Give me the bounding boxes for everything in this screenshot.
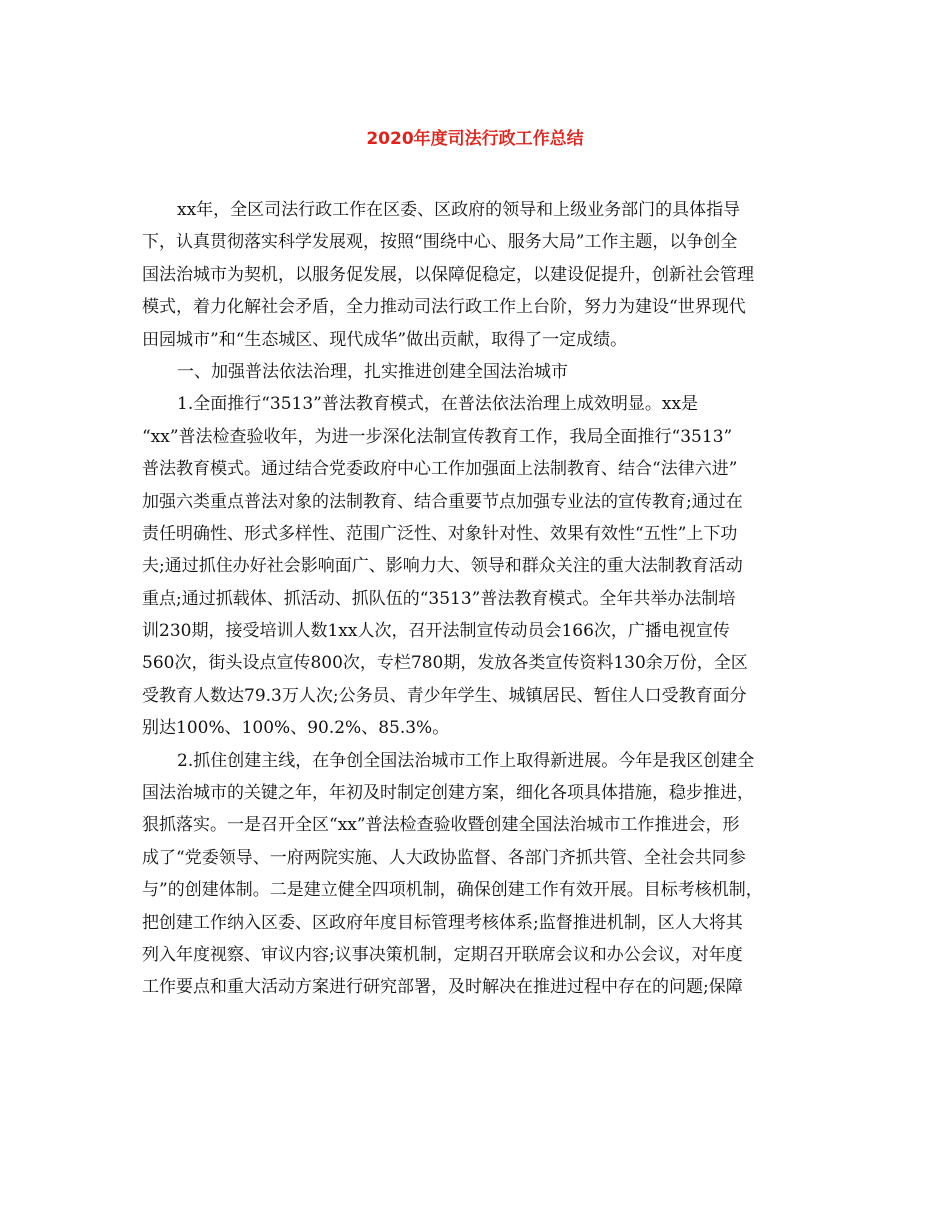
paragraph-line: 1.全面推行“3513”普法教育模式，在普法依法治理上成效明显。xx是 bbox=[177, 394, 699, 415]
paragraph-line: 把创建工作纳入区委、区政府年度目标管理考核体系;监督推进机制，区人大将其 bbox=[142, 912, 743, 933]
section-heading: 一、加强普法依法治理，扎实推进创建全国法治城市 bbox=[177, 361, 568, 382]
paragraph-line: 重点;通过抓载体、抓活动、抓队伍的“3513”普法教育模式。全年共举办法制培 bbox=[142, 588, 736, 609]
paragraph-line: 加强六类重点普法对象的法制教育、结合重要节点加强专业法的宣传教育;通过在 bbox=[142, 491, 743, 512]
paragraph-line: 国法治城市的关键之年，年初及时制定创建方案，细化各项具体措施，稳步推进， bbox=[142, 783, 754, 804]
paragraph-line: “xx”普法检查验收年，为进一步深化法制宣传教育工作，我局全面推行“3513” bbox=[142, 426, 733, 447]
paragraph-line: 560次，街头设点宣传800次，专栏780期，发放各类宣传资料130余万份，全区 bbox=[142, 653, 748, 674]
paragraph-line: 模式，着力化解社会矛盾，全力推动司法行政工作上台阶，努力为建设“世界现代 bbox=[142, 297, 746, 318]
paragraph-line: 夫;通过抓住办好社会影响面广、影响力大、领导和群众关注的重大法制教育活动 bbox=[142, 556, 743, 577]
paragraph-line: 普法教育模式。通过结合党委政府中心工作加强面上法制教育、结合“法律六进” bbox=[142, 459, 738, 480]
paragraph-line: 2.抓住创建主线，在争创全国法治城市工作上取得新进展。今年是我区创建全 bbox=[177, 750, 755, 771]
paragraph-line: 工作要点和重大活动方案进行研究部署，及时解决在推进过程中存在的问题;保障 bbox=[142, 977, 743, 998]
paragraph-line: xx年，全区司法行政工作在区委、区政府的领导和上级业务部门的具体指导 bbox=[177, 200, 741, 220]
paragraph-line: 与”的创建体制。二是建立健全四项机制，确保创建工作有效开展。目标考核机制， bbox=[142, 880, 763, 901]
paragraph-line: 受教育人数达79.3万人次;公务员、青少年学生、城镇居民、暂住人口受教育面分 bbox=[142, 685, 747, 706]
paragraph-line: 责任明确性、形式多样性、范围广泛性、对象针对性、效果有效性“五性”上下功 bbox=[142, 523, 738, 544]
paragraph-line: 狠抓落实。一是召开全区“xx”普法检查验收暨创建全国法治城市工作推进会，形 bbox=[142, 815, 740, 836]
paragraph-line: 成了“党委领导、一府两院实施、人大政协监督、各部门齐抓共管、全社会共同参 bbox=[142, 847, 746, 868]
paragraph-line: 田园城市”和“生态城区、现代成华”做出贡献，取得了一定成绩。 bbox=[142, 329, 628, 350]
paragraph-line: 训230期，接受培训人数1xx人次，召开法制宣传动员会166次，广播电视宣传 bbox=[142, 621, 730, 642]
paragraph-line: 别达100%、100%、90.2%、85.3%。 bbox=[142, 718, 450, 739]
document-body bbox=[142, 194, 822, 1004]
paragraph-line: 国法治城市为契机，以服务促发展，以保障促稳定，以建设促提升，创新社会管理 bbox=[142, 264, 754, 285]
paragraph-line: 列入年度视察、审议内容;议事决策机制，定期召开联席会议和办公会议，对年度 bbox=[142, 944, 743, 965]
document-title: 2020年度司法行政工作总结 bbox=[366, 129, 584, 149]
paragraph-line: 下，认真贯彻落实科学发展观，按照“围绕中心、服务大局”工作主题，以争创全 bbox=[142, 232, 738, 253]
